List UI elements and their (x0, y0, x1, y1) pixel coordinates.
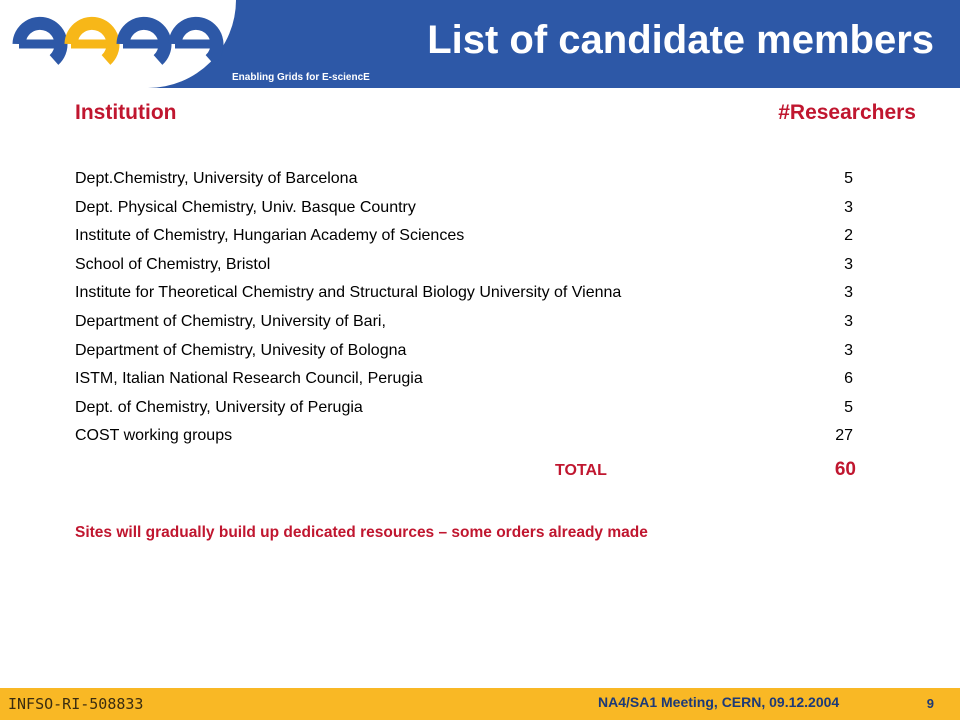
institution-column-header: Institution (75, 101, 177, 124)
researcher-count: 6 (844, 370, 853, 388)
institution-name: COST working groups (75, 427, 233, 445)
researcher-count: 5 (844, 170, 853, 187)
researchers-column-header: #Researchers (778, 101, 916, 124)
institution-name: School of Chemistry, Bristol (75, 255, 271, 273)
table-row (75, 311, 855, 340)
institution-name: ISTM, Italian National Research Council, Perugia (75, 370, 423, 388)
institution-name: Dept.Chemistry, University of Barcelona (75, 170, 358, 187)
institution-name: Department of Chemistry, University of Bari, (75, 312, 386, 330)
meeting-info: NA4/SA1 Meeting, CERN, 09.12.2004 (598, 694, 840, 710)
researcher-count: 5 (844, 398, 853, 416)
slide-footer (0, 688, 960, 720)
slide-header (0, 0, 960, 88)
table-row (75, 254, 855, 283)
resources-note: Sites will gradually build up dedicated resources – some orders already made (75, 524, 648, 541)
table-row (75, 282, 855, 311)
page-number: 9 (926, 696, 934, 711)
egee-logo (12, 12, 224, 76)
table-row (75, 425, 855, 454)
researcher-count: 3 (844, 284, 853, 302)
institution-name: Institute for Theoretical Chemistry and Structural Biology University of Vienna (75, 284, 622, 302)
table-row (75, 197, 855, 226)
table-row (75, 397, 855, 426)
table-row (75, 168, 855, 197)
researcher-count: 3 (844, 198, 853, 216)
institution-name: Institute of Chemistry, Hungarian Academy of Sciences (75, 227, 465, 245)
table-row (75, 340, 855, 369)
institution-name: Dept. of Chemistry, University of Perugia (75, 398, 363, 416)
logo-panel (0, 0, 236, 88)
total-value: 60 (834, 459, 856, 480)
members-table (75, 168, 855, 454)
institution-name: Dept. Physical Chemistry, Univ. Basque Country (75, 198, 416, 216)
tagline: Enabling Grids for E-sciencE (232, 72, 370, 83)
slide-title: List of candidate members (427, 18, 934, 62)
table-row (75, 225, 855, 254)
project-id: INFSO-RI-508833 (8, 695, 144, 713)
researcher-count: 3 (844, 341, 853, 359)
researcher-count: 3 (844, 255, 853, 273)
researcher-count: 27 (835, 427, 853, 445)
researcher-count: 3 (844, 312, 853, 330)
researcher-count: 2 (844, 227, 853, 245)
institution-name: Department of Chemistry, Univesity of Bologna (75, 341, 407, 359)
total-label: TOTAL (555, 462, 607, 479)
table-row (75, 368, 855, 397)
